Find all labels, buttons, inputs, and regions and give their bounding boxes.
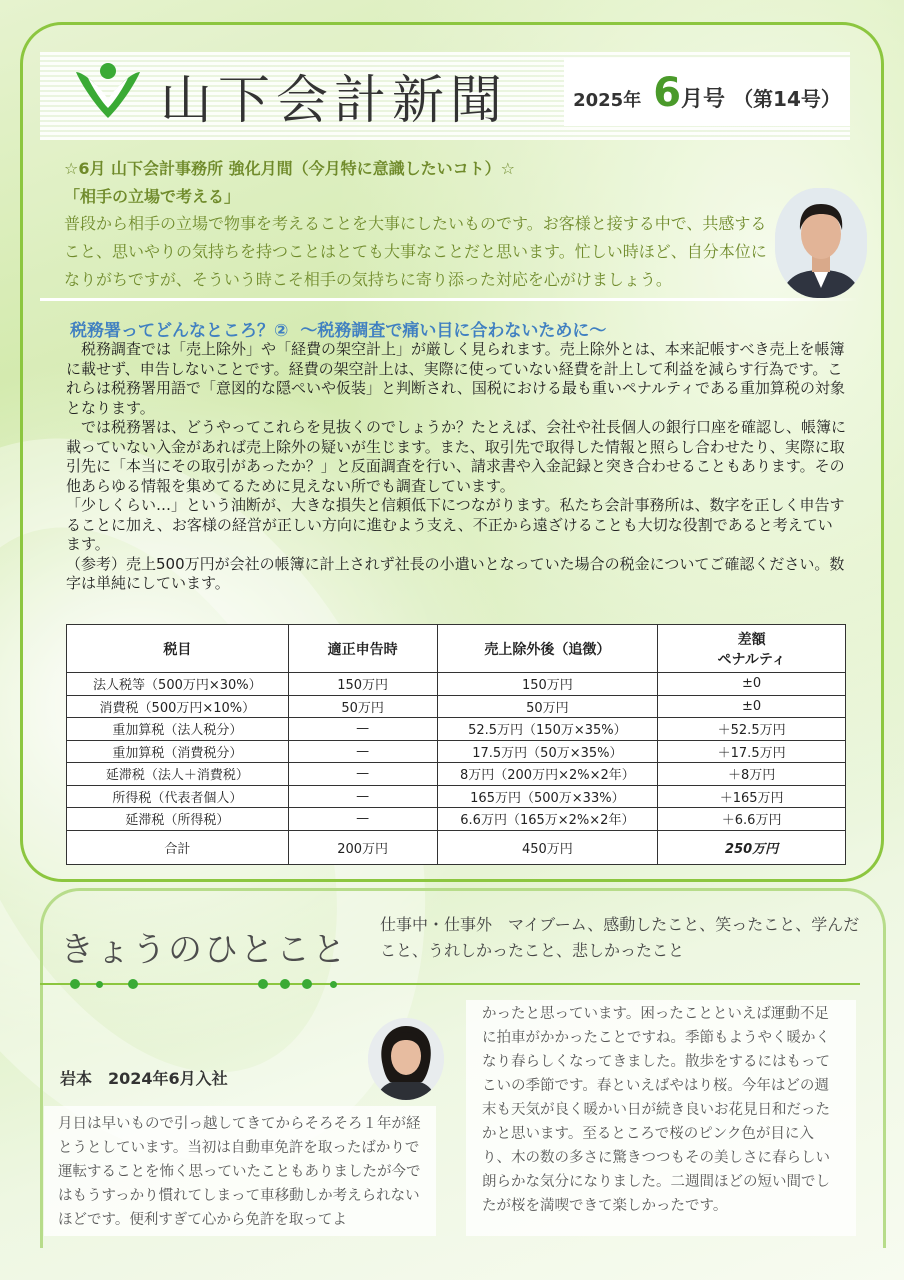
cell: 重加算税（消費税分） bbox=[67, 740, 289, 763]
total-after: 450万円 bbox=[437, 830, 658, 864]
decorative-dot bbox=[128, 979, 138, 989]
table-total-row bbox=[67, 830, 846, 864]
cell: 6.6万円（165万×2%×2年） bbox=[437, 808, 658, 831]
issue-label bbox=[564, 58, 850, 126]
decorative-dot bbox=[302, 979, 312, 989]
focus-theme: 「相手の立場で考える」 bbox=[64, 187, 241, 206]
company-logo-icon bbox=[74, 62, 142, 120]
hitokoto-column-right: かったと思っています。困ったことといえば運動不足に拍車がかかったことですね。季節もようやく暖かくなり春らしくなってきました。散歩をするにはもってこいの季節です。春といえばやはり桜。今年はどの週末も天気が良く暖かい日が続き良いお花見日和だったかと思います。至るところで桜のピンク色が目に入り、木の数の多さに驚きつつもその美しさに春らしい朗らかな気分になりました。二週間ほどの短い間でしたが桜を満喫できて楽しかったです。 bbox=[466, 1000, 856, 1236]
table-row bbox=[67, 740, 846, 763]
header-proper-filing: 適正申告時 bbox=[288, 625, 437, 673]
author-portrait bbox=[368, 1018, 444, 1100]
article-title-main: 税務署ってどんなところ？② bbox=[70, 321, 289, 341]
cell: 17.5万円（50万×35%） bbox=[437, 740, 658, 763]
decorative-dot bbox=[280, 979, 290, 989]
cell: — bbox=[288, 718, 437, 741]
table-row bbox=[67, 695, 846, 718]
cell: ＋6.6万円 bbox=[658, 808, 846, 831]
cell: — bbox=[288, 785, 437, 808]
cell: ＋8万円 bbox=[658, 763, 846, 786]
article-subtitle: ～税務調査で痛い目に合わないために～ bbox=[300, 321, 607, 341]
cell: 150万円 bbox=[437, 673, 658, 696]
cell: 法人税等（500万円×30%） bbox=[67, 673, 289, 696]
issue-number: （第14号） bbox=[733, 87, 841, 111]
decorative-dot bbox=[330, 981, 337, 988]
total-label: 合計 bbox=[67, 830, 289, 864]
cell: — bbox=[288, 763, 437, 786]
cell: 150万円 bbox=[288, 673, 437, 696]
cell: ＋17.5万円 bbox=[658, 740, 846, 763]
portrait-woman-icon bbox=[368, 1018, 444, 1100]
cell: 延滞税（所得税） bbox=[67, 808, 289, 831]
cell: — bbox=[288, 740, 437, 763]
table-row bbox=[67, 763, 846, 786]
table-row bbox=[67, 808, 846, 831]
cell: 8万円（200万円×2%×2年） bbox=[437, 763, 658, 786]
cell: ＋165万円 bbox=[658, 785, 846, 808]
cell: ±0 bbox=[658, 673, 846, 696]
focus-body: 普段から相手の立場で物事を考えることを大事にしたいものです。お客様と接する中で、共感すること、思いやりの気持ちを持つことはとても大事なことだと思います。忙しい時ほど、自分本位になりがちですが、そういう時こそ相手の気持ちに寄り添った対応を心がけましょう。 bbox=[64, 214, 767, 289]
cell: ±0 bbox=[658, 695, 846, 718]
decorative-dot bbox=[258, 979, 268, 989]
portrait-man-icon bbox=[775, 188, 867, 298]
table-row bbox=[67, 718, 846, 741]
article-body bbox=[66, 340, 846, 594]
total-proper: 200万円 bbox=[288, 830, 437, 864]
article-title bbox=[70, 316, 606, 341]
hitokoto-description: 仕事中・仕事外 マイブーム、感動したこと、笑ったこと、学んだこと、うれしかったこと、悲しかったこと bbox=[380, 915, 860, 960]
hitokoto-title: きょうのひとこと bbox=[60, 930, 348, 970]
article-paragraph: （参考）売上500万円が会社の帳簿に計上されず社長の小遣いとなっていた場合の税金についてご確認ください。数字は単純にしています。 bbox=[66, 554, 845, 592]
header-difference-line2: ペナルティ bbox=[717, 651, 786, 668]
header-after-exclusion: 売上除外後（追徴） bbox=[437, 625, 658, 673]
cell: 52.5万円（150万×35%） bbox=[437, 718, 658, 741]
focus-heading: ☆6月 山下会計事務所 強化月間（今月特に意識したいコト）☆ bbox=[64, 159, 515, 178]
table-header-row bbox=[67, 625, 846, 673]
cell: 50万円 bbox=[437, 695, 658, 718]
cell: 所得税（代表者個人） bbox=[67, 785, 289, 808]
header-difference-line1: 差額 bbox=[737, 631, 766, 648]
section-divider bbox=[40, 298, 860, 301]
decorative-line bbox=[40, 983, 860, 985]
issue-year: 2025年 bbox=[573, 90, 642, 111]
decorative-dot bbox=[70, 979, 80, 989]
cell: 重加算税（法人税分） bbox=[67, 718, 289, 741]
tax-penalty-table bbox=[66, 624, 846, 865]
hitokoto-column-left: 月日は早いもので引っ越してきてからそろそろ１年が経とうとしています。当初は自動車免許を取ったばかりで運転することを怖く思っていたこともありましたが今ではもうすっかり慣れてしまって車移動しか考えられないほどです。便利すぎて心から免許を取ってよ bbox=[44, 1106, 436, 1236]
table-row bbox=[67, 673, 846, 696]
total-difference: 250万円 bbox=[658, 830, 846, 864]
issue-month: 6 bbox=[653, 70, 682, 116]
article-paragraph: 「少しくらい…」という油断が、大きな損失と信頼低下につながります。私たち会計事務所は、数字を正しく申告することに加え、お客様の経営が正しい方向に進むよう支え、不正から遠ざけることも大切な役割であると考えています。 bbox=[66, 496, 845, 553]
author-name: 岩本 2024年6月入社 bbox=[60, 1069, 228, 1088]
issue-month-unit: 月号 bbox=[681, 87, 726, 112]
cell: 消費税（500万円×10%） bbox=[67, 695, 289, 718]
staff-portrait bbox=[775, 188, 867, 298]
cell: ＋52.5万円 bbox=[658, 718, 846, 741]
newspaper-title: 山下会計新聞 bbox=[160, 71, 509, 131]
decorative-dot bbox=[96, 981, 103, 988]
cell: 50万円 bbox=[288, 695, 437, 718]
header-tax-item: 税目 bbox=[67, 625, 289, 673]
cell: 165万円（500万×33%） bbox=[437, 785, 658, 808]
header-difference bbox=[658, 625, 846, 673]
article-paragraph: では税務署は、どうやってこれらを見抜くのでしょうか？たとえば、会社や社長個人の銀行口座を確認し、帳簿に載っていない入金があれば売上除外の疑いが生じます。また、取引先で取得した情報と照らし合わせたり、実際に取引先に「本当にその取引があったか？」と反面調査を行い、請求書や入金記録と突き合わせることもあります。その他あらゆる情報を集めてるために見えない所でも調査しています。 bbox=[66, 418, 847, 495]
table-row bbox=[67, 785, 846, 808]
cell: — bbox=[288, 808, 437, 831]
cell: 延滞税（法人＋消費税） bbox=[67, 763, 289, 786]
article-paragraph: 税務調査では「売上除外」や「経費の架空計上」が厳しく見られます。売上除外とは、本来記帳すべき売上を帳簿に載せず、申告しないことです。経費の架空計上は、実際に使っていない経費を計上して利益を減らす行為です。これらは税務署用語で「意図的な隠ぺいや仮装」と判断され、国税における最も重いペナルティである重加算税の対象となります。 bbox=[66, 340, 845, 417]
